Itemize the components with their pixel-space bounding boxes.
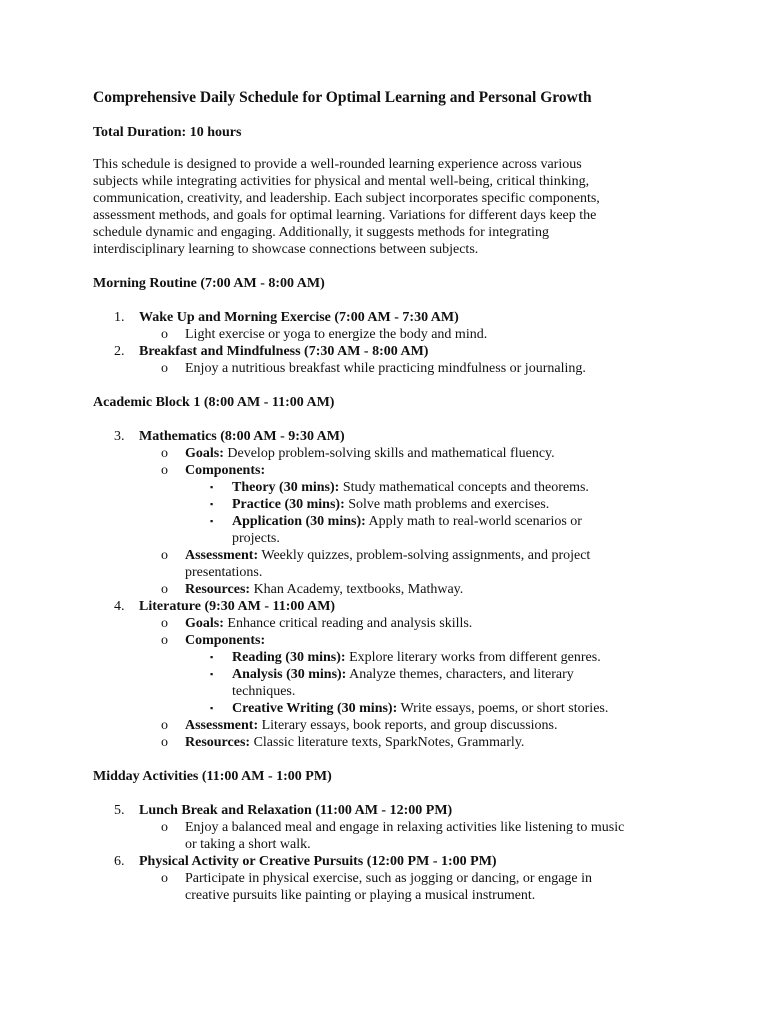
intro-line: assessment methods, and goals for optimal learning. Variations for different days keep the — [93, 208, 597, 223]
item-number: 2. — [114, 344, 125, 359]
list-item-4 — [114, 598, 335, 615]
section-heading-academic-1: Academic Block 1 (8:00 AM - 11:00 AM) — [93, 395, 335, 410]
item-title: Wake Up and Morning Exercise (7:00 AM - 7:30 AM) — [139, 310, 459, 325]
component-practice: ▪ Practice (30 mins): Solve math problems and exercises. — [210, 497, 550, 512]
item-number: 5. — [114, 803, 125, 818]
component-analysis-cont: techniques. — [232, 684, 296, 699]
sub-item-goals: o Goals: Develop problem-solving skills and mathematical fluency. — [161, 446, 555, 461]
circle-bullet-icon: o — [161, 446, 168, 461]
list-item-2 — [114, 343, 428, 360]
circle-bullet-icon: o — [161, 463, 168, 478]
square-bullet-icon: ▪ — [210, 703, 214, 713]
item-title: Breakfast and Mindfulness (7:30 AM - 8:00 AM) — [139, 344, 429, 359]
component-application-cont: projects. — [232, 531, 280, 546]
sub-item-assessment-cont: presentations. — [185, 565, 263, 580]
item-number: 4. — [114, 599, 125, 614]
sub-item-resources: o Resources: Khan Academy, textbooks, Mathway. — [161, 582, 464, 597]
circle-bullet-icon: o — [161, 735, 168, 750]
total-duration: Total Duration: 10 hours — [93, 125, 242, 140]
item-title: Lunch Break and Relaxation (11:00 AM - 12:00 PM) — [139, 803, 453, 818]
item-number: 3. — [114, 429, 125, 444]
item-title: Physical Activity or Creative Pursuits (12:00 PM - 1:00 PM) — [139, 854, 497, 869]
circle-bullet-icon: o — [161, 616, 168, 631]
intro-line: schedule dynamic and engaging. Additionally, it suggests methods for integrating — [93, 225, 549, 240]
intro-line: This schedule is designed to provide a well-rounded learning experience across various — [93, 157, 582, 172]
circle-bullet-icon: o — [161, 820, 168, 835]
circle-bullet-icon: o — [161, 633, 168, 648]
section-heading-morning: Morning Routine (7:00 AM - 8:00 AM) — [93, 276, 325, 291]
sub-item-components: o Components: — [161, 463, 266, 478]
component-creative-writing: ▪ Creative Writing (30 mins): Write essays, poems, or short stories. — [210, 701, 609, 716]
square-bullet-icon: ▪ — [210, 669, 214, 679]
sub-item-goals: o Goals: Enhance critical reading and analysis skills. — [161, 616, 473, 631]
item-title: Literature (9:30 AM - 11:00 AM) — [139, 599, 336, 614]
square-bullet-icon: ▪ — [210, 652, 214, 662]
sub-item: o Enjoy a nutritious breakfast while practicing mindfulness or journaling. — [161, 361, 586, 376]
square-bullet-icon: ▪ — [210, 482, 214, 492]
component-application: ▪ Application (30 mins): Apply math to real-world scenarios or — [210, 514, 582, 529]
item-number: 1. — [114, 310, 125, 325]
circle-bullet-icon: o — [161, 327, 168, 342]
sub-item-components: o Components: — [161, 633, 266, 648]
circle-bullet-icon: o — [161, 871, 168, 886]
sub-item: o Participate in physical exercise, such as jogging or dancing, or engage in — [161, 871, 593, 886]
circle-bullet-icon: o — [161, 548, 168, 563]
intro-line: interdisciplinary learning to showcase connections between subjects. — [93, 242, 479, 257]
circle-bullet-icon: o — [161, 718, 168, 733]
circle-bullet-icon: o — [161, 361, 168, 376]
sub-item: o Light exercise or yoga to energize the body and mind. — [161, 327, 488, 342]
sub-item-assessment: o Assessment: Literary essays, book reports, and group discussions. — [161, 718, 558, 733]
square-bullet-icon: ▪ — [210, 516, 214, 526]
sub-item-cont: or taking a short walk. — [185, 837, 311, 852]
sub-item-cont: creative pursuits like painting or playing a musical instrument. — [185, 888, 536, 903]
circle-bullet-icon: o — [161, 582, 168, 597]
intro-line: subjects while integrating activities for physical and mental well-being, critical thinking, — [93, 174, 590, 189]
document-title: Comprehensive Daily Schedule for Optimal Learning and Personal Growth — [93, 89, 592, 106]
item-title: Mathematics (8:00 AM - 9:30 AM) — [139, 429, 345, 444]
intro-line: communication, creativity, and leadership. Each subject incorporates specific components, — [93, 191, 600, 206]
list-item-5 — [114, 802, 452, 819]
section-heading-midday: Midday Activities (11:00 AM - 1:00 PM) — [93, 769, 332, 784]
list-item-3 — [114, 428, 345, 445]
list-item-6 — [114, 853, 497, 870]
sub-item-assessment: o Assessment: Weekly quizzes, problem-solving assignments, and project — [161, 548, 591, 563]
sub-item: o Enjoy a balanced meal and engage in relaxing activities like listening to music — [161, 820, 625, 835]
intro-paragraph — [93, 156, 663, 258]
square-bullet-icon: ▪ — [210, 499, 214, 509]
item-number: 6. — [114, 854, 125, 869]
component-theory: ▪ Theory (30 mins): Study mathematical concepts and theorems. — [210, 480, 589, 495]
sub-item-resources: o Resources: Classic literature texts, SparkNotes, Grammarly. — [161, 735, 525, 750]
component-analysis: ▪ Analysis (30 mins): Analyze themes, characters, and literary — [210, 667, 574, 682]
list-item-1 — [114, 309, 459, 326]
component-reading: ▪ Reading (30 mins): Explore literary works from different genres. — [210, 650, 601, 665]
